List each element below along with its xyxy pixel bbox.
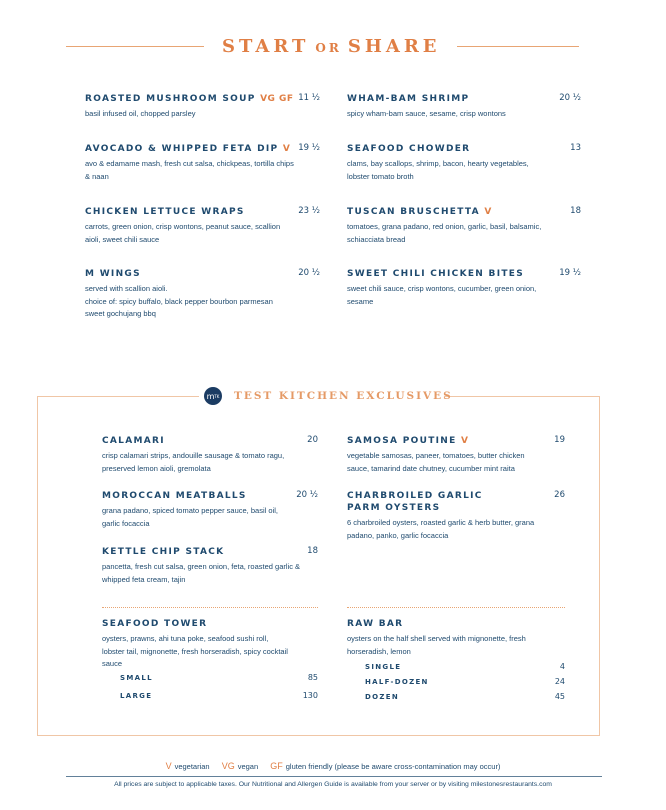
item-name: KETTLE CHIP STACK (102, 547, 225, 557)
milestones-logo-icon: m TK (204, 387, 222, 405)
item-name: SEAFOOD TOWER (102, 619, 208, 629)
item-price: 26 (554, 490, 565, 500)
item-name: TUSCAN BRUSCHETTA V (347, 207, 492, 217)
start-or-share-header (0, 36, 666, 57)
item-description: carrots, green onion, crisp wontons, peanut sauce, scallion aioli, sweet chili sauce (85, 222, 281, 244)
size-label: HALF-DOZEN (365, 678, 429, 686)
menu-item (102, 490, 318, 530)
item-price: 13 (570, 143, 581, 153)
menu-item-raw-bar (347, 618, 565, 658)
menu-item (85, 143, 320, 183)
legend-code-v: V (165, 761, 172, 771)
item-price: 23 ½ (298, 206, 320, 216)
box-top-rule-left (37, 396, 199, 397)
item-price: 20 ½ (296, 490, 318, 500)
description-line: choice of: spicy buffalo, black pepper bourbon parmesan (85, 296, 273, 306)
item-name: SWEET CHILI CHICKEN BITES (347, 269, 525, 279)
item-description: oysters on the half shell served with mignonette, fresh horseradish, lemon (347, 634, 526, 656)
item-price: 18 (570, 206, 581, 216)
menu-item (85, 206, 320, 246)
item-description: tomatoes, grana padano, red onion, garlic, basil, balsamic, schiacciata bread (347, 222, 542, 244)
menu-item (347, 268, 581, 308)
size-label: SINGLE (365, 663, 402, 671)
item-price: 19 (554, 435, 565, 445)
test-kitchen-title: TEST KITCHEN EXCLUSIVES (234, 390, 453, 402)
item-description: basil infused oil, chopped parsley (85, 109, 196, 118)
dietary-legend (0, 761, 666, 771)
item-price: 19 ½ (298, 143, 320, 153)
item-description: vegetable samosas, paneer, tomatoes, butter chicken sauce, tamarind date chutney, cucumber mint raita (347, 451, 525, 473)
header-rule-left (66, 46, 204, 47)
description-line: served with scallion aioli. (85, 284, 168, 293)
menu-item (85, 93, 320, 121)
item-description: avo & edamame mash, fresh cut salsa, chickpeas, tortilla chips & naan (85, 159, 294, 181)
menu-item (102, 435, 318, 475)
item-name: SAMOSA POUTINE V (347, 436, 469, 446)
menu-item (347, 206, 581, 246)
item-name: CHICKEN LETTUCE WRAPS (85, 207, 245, 217)
menu-item (347, 490, 565, 542)
section-title (222, 36, 441, 57)
legend-label-gf: gluten friendly (please be aware cross-contamination may occur) (285, 762, 501, 771)
title-word-or: OR (315, 41, 342, 55)
diet-badge: VG GF (260, 94, 294, 104)
item-price: 20 (307, 435, 318, 445)
footer-divider (66, 776, 602, 777)
size-price: 4 (559, 662, 565, 671)
header-rule-right (457, 46, 579, 47)
item-description: sweet chili sauce, crisp wontons, cucumber, green onion, sesame (347, 284, 537, 306)
item-description: oysters, prawns, ahi tuna poke, seafood sushi roll, lobster tail, mignonette, fresh horseradish, spicy cocktail sauce (102, 634, 288, 668)
item-name: MOROCCAN MEATBALLS (102, 491, 247, 501)
dotted-divider (347, 607, 565, 608)
menu-item (85, 268, 320, 321)
legend-label-vg: vegan (237, 762, 259, 771)
item-description: pancetta, fresh cut salsa, green onion, feta, roasted garlic & whipped feta cream, tajin (102, 562, 301, 584)
item-price: 20 ½ (559, 93, 581, 103)
dotted-divider (102, 607, 318, 608)
menu-item (347, 93, 581, 121)
diet-badge: V (282, 144, 291, 154)
diet-badge: V (461, 436, 469, 446)
footer-note: All prices are subject to applicable taxes. Our Nutritional and Allergen Guide is available from your server or by visiting milestonesrestaurants.com (114, 781, 552, 788)
size-price: 45 (554, 692, 565, 701)
item-description: clams, bay scallops, shrimp, bacon, hearty vegetables, lobster tomato broth (347, 159, 529, 181)
item-price: 18 (307, 546, 318, 556)
box-top-rule-right (444, 396, 600, 397)
menu-item (347, 143, 581, 183)
menu-item-seafood-tower (102, 618, 318, 671)
item-name: SEAFOOD CHOWDER (347, 144, 471, 154)
item-name: AVOCADO & WHIPPED FETA DIP V (85, 144, 291, 154)
title-word-start: START (222, 36, 310, 57)
size-price: 24 (554, 677, 565, 686)
item-name: ROASTED MUSHROOM SOUP VG GF (85, 94, 294, 104)
item-description: spicy wham-bam sauce, sesame, crisp wontons (347, 109, 506, 118)
size-price: 85 (307, 673, 318, 682)
size-label: LARGE (120, 692, 153, 700)
size-price: 130 (302, 691, 318, 700)
legend-code-gf: GF (270, 761, 283, 771)
item-description: 6 charbroiled oysters, roasted garlic & herb butter, grana padano, panko, garlic focaccia (347, 518, 535, 540)
description-line: sweet gochujang bbq (85, 309, 156, 318)
item-name: CHARBROILED GARLIC PARM OYSTERS (347, 491, 483, 513)
legend-code-vg: VG (221, 761, 235, 771)
item-price: 11 ½ (298, 93, 320, 103)
item-description: grana padano, spiced tomato pepper sauce, basil oil, garlic focaccia (102, 506, 278, 528)
diet-badge: V (484, 207, 492, 217)
size-label: SMALL (120, 674, 153, 682)
item-name: M WINGS (85, 269, 141, 279)
menu-item (102, 546, 318, 586)
item-price: 20 ½ (298, 268, 320, 278)
item-description: crisp calamari strips, andouille sausage & tomato ragu, preserved lemon aioli, gremolata (102, 451, 285, 473)
title-word-share: SHARE (347, 36, 441, 57)
item-description (85, 283, 300, 321)
menu-item (347, 435, 565, 475)
item-name: CALAMARI (102, 436, 165, 446)
size-label: DOZEN (365, 693, 399, 701)
item-price: 19 ½ (559, 268, 581, 278)
item-name: RAW BAR (347, 619, 404, 629)
legend-label-v: vegetarian (174, 762, 210, 771)
item-name: WHAM-BAM SHRIMP (347, 94, 470, 104)
